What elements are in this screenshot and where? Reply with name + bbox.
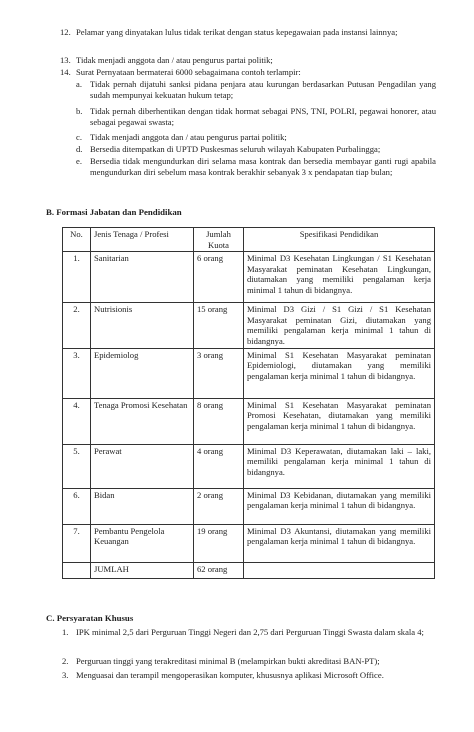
cell-jenis: Sanitarian	[91, 252, 194, 303]
cell-spec: Minimal D3 Gizi / S1 Gizi / S1 Kesehatan Masyarakat peminatan Gizi, diutamakan yang memiliki pengalaman kerja minimal 1 tahun di bidangnya.	[244, 303, 435, 348]
table-row	[63, 524, 435, 562]
cell-jenis: Pembantu Pengelola Keuangan	[91, 524, 194, 562]
cell-kuota: 4 orang	[194, 444, 244, 488]
table-row	[63, 348, 435, 398]
sub-item-e	[0, 156, 474, 192]
cell-kuota: 8 orang	[194, 398, 244, 444]
table-total-row	[63, 562, 435, 578]
table-row	[63, 488, 435, 524]
section-c-title: C. Persyaratan Khusus	[46, 613, 134, 623]
cell-spec: Minimal S1 Kesehatan Masyarakat peminatan Epidemiologi, diutamakan yang memiliki pengalaman kerja minimal 1 tahun di bidangnya.	[244, 348, 435, 398]
sub-text: Bersedia ditempatkan di UPTD Puskesmas seluruh wilayah Kabupaten Purbalingga;	[90, 144, 381, 154]
sub-item-a	[0, 79, 474, 103]
cell-spec: Minimal D3 Kebidanan, diutamakan yang memiliki pengalaman kerja minimal 1 tahun di bidangnya.	[244, 488, 435, 524]
total-label: JUMLAH	[91, 562, 194, 578]
list-number: 2.	[62, 656, 69, 666]
cell-no: 1.	[63, 252, 91, 303]
list-number: 1.	[62, 627, 69, 637]
list-text: Pelamar yang dinyatakan lulus tidak terikat dengan status kepegawaian pada instansi lainnya;	[76, 27, 398, 37]
cell-jenis: Tenaga Promosi Kesehatan	[91, 398, 194, 444]
cell-kuota: 3 orang	[194, 348, 244, 398]
requirement-item-3	[0, 670, 474, 682]
cell-kuota: 15 orang	[194, 303, 244, 348]
sub-letter: d.	[76, 144, 83, 154]
header-kuota: Jumlah Kuota	[194, 228, 244, 252]
sub-item-d	[0, 144, 474, 156]
cell-no: 3.	[63, 348, 91, 398]
list-item-13	[0, 55, 474, 67]
list-item-12	[0, 27, 474, 51]
list-text: Surat Pernyataan bermaterai 6000 sebagaimana contoh terlampir:	[76, 67, 301, 77]
sub-text: Tidak pernah dijatuhi sanksi pidana penjara atau kurungan berdasarkan Putusan Pengadilan yang sudah mempunyai kekuatan hukum tetap;	[90, 79, 436, 101]
cell-empty	[63, 562, 91, 578]
list-number: 3.	[62, 670, 69, 680]
formasi-table	[62, 227, 435, 579]
cell-spec: Minimal S1 Kesehatan Masyarakat peminatan Promosi Kesehatan, diutamakan yang memiliki pengalaman kerja minimal 1 tahun di bidangnya.	[244, 398, 435, 444]
list-item-14	[0, 67, 474, 79]
cell-jenis: Nutrisionis	[91, 303, 194, 348]
list-number: 12.	[60, 27, 71, 37]
cell-no: 5.	[63, 444, 91, 488]
cell-jenis: Perawat	[91, 444, 194, 488]
sub-item-b	[0, 106, 474, 130]
cell-spec: Minimal D3 Kesehatan Lingkungan / S1 Kesehatan Masyarakat peminatan Kesehatan Lingkungan, diutamakan yang memiliki pengalaman kerja minimal 1 tahun di bidangnya.	[244, 252, 435, 303]
cell-no: 7.	[63, 524, 91, 562]
sub-letter: b.	[76, 106, 83, 116]
cell-kuota: 19 orang	[194, 524, 244, 562]
requirement-item-2	[0, 656, 474, 668]
sub-item-c	[0, 132, 474, 144]
cell-no: 2.	[63, 303, 91, 348]
cell-jenis: Bidan	[91, 488, 194, 524]
cell-spec: Minimal D3 Akuntansi, diutamakan yang memiliki pengalaman kerja minimal 1 tahun di bidangnya.	[244, 524, 435, 562]
table-row	[63, 252, 435, 303]
list-text: IPK minimal 2,5 dari Perguruan Tinggi Negeri dan 2,75 dari Perguruan Tinggi Swasta dalam skala 4;	[76, 627, 424, 637]
list-number: 13.	[60, 55, 71, 65]
total-value: 62 orang	[194, 562, 244, 578]
list-text: Menguasai dan terampil mengoperasikan komputer, khususnya aplikasi Microsoft Office.	[76, 670, 384, 680]
cell-kuota: 2 orang	[194, 488, 244, 524]
table-row	[63, 303, 435, 348]
header-no: No.	[63, 228, 91, 252]
requirement-item-1	[0, 627, 474, 651]
cell-jenis: Epidemiolog	[91, 348, 194, 398]
list-number: 14.	[60, 67, 71, 77]
header-jenis: Jenis Tenaga / Profesi	[91, 228, 194, 252]
list-text: Tidak menjadi anggota dan / atau pengurus partai politik;	[76, 55, 273, 65]
cell-no: 6.	[63, 488, 91, 524]
table-header-row	[63, 228, 435, 252]
sub-letter: c.	[76, 132, 82, 142]
section-b-title: B. Formasi Jabatan dan Pendidikan	[46, 207, 182, 217]
sub-text: Tidak menjadi anggota dan / atau pengurus partai politik;	[90, 132, 287, 142]
cell-no: 4.	[63, 398, 91, 444]
sub-letter: e.	[76, 156, 82, 166]
header-spec: Spesifikasi Pendidikan	[244, 228, 435, 252]
table-row	[63, 398, 435, 444]
table-row	[63, 444, 435, 488]
sub-text: Bersedia tidak mengundurkan diri selama masa kontrak dan bersedia membayar ganti rugi apabila mengundurkan diri sebelum masa kontrak berakhir sebanyak 3 x pendapatan tiap bulan;	[90, 156, 436, 178]
sub-text: Tidak pernah diberhentikan dengan tidak hormat sebagai PNS, TNI, POLRI, pegawai honorer, atau sebagai pegawai swasta;	[90, 106, 436, 128]
cell-kuota: 6 orang	[194, 252, 244, 303]
cell-empty	[244, 562, 435, 578]
cell-spec: Minimal D3 Keperawatan, diutamakan laki – laki, memiliki pengalaman kerja minimal 1 tahun di bidangnya.	[244, 444, 435, 488]
sub-letter: a.	[76, 79, 82, 89]
list-text: Perguruan tinggi yang terakreditasi minimal B (melampirkan bukti akreditasi BAN-PT);	[76, 656, 380, 666]
